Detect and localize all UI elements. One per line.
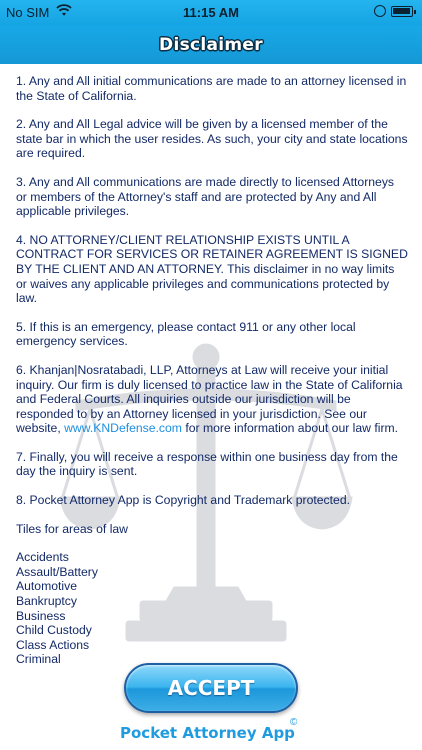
disclaimer-paragraph-5: 5. If this is an emergency, please contact 911 or any other local emergency services. — [16, 319, 356, 349]
app-brand-name: Pocket Attorney App — [120, 724, 295, 742]
disclaimer-paragraph-8: 8. Pocket Attorney App is Copyright and Trademark protected. — [16, 493, 350, 508]
areas-heading: Tiles for areas of law — [16, 521, 128, 536]
list-item: Class Actions — [16, 637, 90, 652]
disclaimer-paragraph-4: 4. NO ATTORNEY/CLIENT RELATIONSHIP EXISTS UNTIL A CONTRACT FOR SERVICES OR RETAINER AGREEMENT IS SIGNED BY THE CLIENT AND AN ATTORNEY. This disclaimer in no way limits or waives any applicable privileges and communications protected by law. — [16, 232, 408, 306]
navigation-bar — [0, 26, 422, 64]
list-item: Bankruptcy — [16, 594, 77, 609]
areas-of-law-list — [16, 550, 408, 667]
list-item: Business — [16, 608, 66, 623]
copyright-icon: © — [290, 717, 298, 728]
accept-button[interactable]: ACCEPT — [124, 663, 298, 713]
list-item: Accidents — [16, 550, 69, 565]
disclaimer-scroll-view[interactable] — [0, 64, 422, 667]
website-link[interactable]: www.KNDefense.com — [64, 421, 182, 436]
clock: 11:15 AM — [183, 5, 239, 20]
carrier-label: No SIM — [6, 5, 50, 20]
list-item: Criminal — [16, 652, 61, 667]
disclaimer-paragraph-2: 2. Any and All Legal advice will be given by a licensed member of the state bar in which the user resides. As such, your city and state locations are required. — [16, 117, 408, 161]
disclaimer-paragraph-7: 7. Finally, you will receive a response within one business day from the day the inquiry is sent. — [16, 449, 398, 479]
rotation-lock-icon — [374, 5, 386, 17]
paragraph-6-text: 6. Khanjan|Nosratabadi, LLP, Attorneys at Law will receive your initial inquiry. Our firm is duly licensed to practice law in the State of California and Federal Courts. All inquiries outside our jurisdiction will be responded to by an Attorney licensed in your jurisdiction. See our website, — [16, 362, 403, 436]
list-item: Child Custody — [16, 623, 92, 638]
paragraph-6-tail: for more information about our law firm. — [181, 421, 399, 436]
battery-icon — [391, 6, 413, 17]
disclaimer-paragraph-3: 3. Any and All communications are made directly to licensed Attorneys or members of the Attorney's staff and are protected by Any and All applicable privileges. — [16, 174, 395, 219]
disclaimer-text — [16, 74, 408, 667]
list-item: Automotive — [16, 579, 77, 594]
page-title: Disclaimer — [159, 35, 263, 55]
disclaimer-paragraph-1: 1. Any and All initial communications are made to an attorney licensed in the State of California. — [16, 74, 407, 103]
disclaimer-paragraph-6 — [16, 363, 408, 436]
status-bar — [0, 0, 422, 26]
list-item: Assault/Battery — [16, 564, 98, 579]
